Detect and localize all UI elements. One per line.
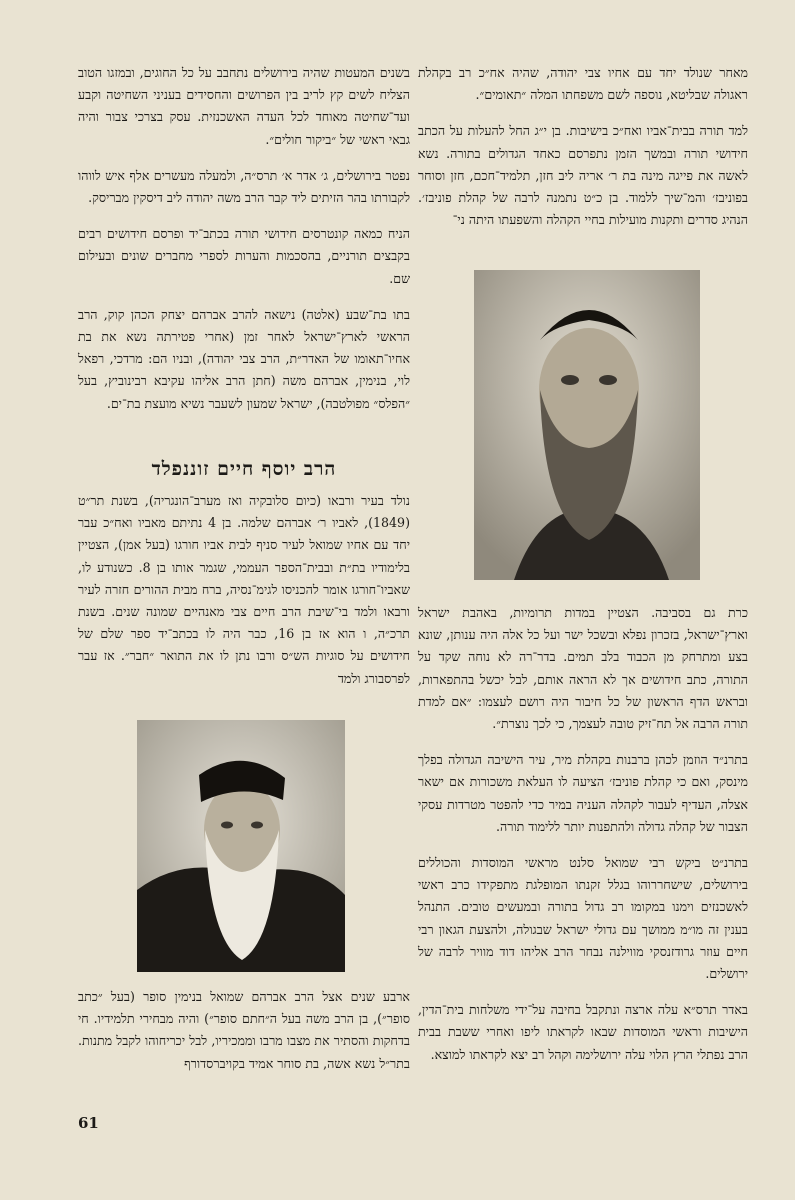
paragraph: נולד בעיר ורבאו (כיום סלובקיה ואז מערב־הונגריה), בשנת תר״ט (1849), לאביו ר׳ אברהם שלמה. בן 4 נתיתם מאביו ואח״כ עבר יחד עם אחיו שמואל לעיר סניף לבית אביו חורגו (בעל אמן), הצטיין בלימודיו בת״ת ובבית־הספר העממי, שגמר אותו בן 8. כשנודע לו, שאביו־חורגו אומר להכניסו לגימ־נסיה, ברח מבית ההורים חזרה לעיר ורבאו ולמד בי־שיבת הרב חיים צבי מאנהיים שמונה שנים. בשנת תרכ״ה, ו הוא אז בן 16, כבר היה לו בכתב־יד ספר שלם של חידושים על סוגיות הש״ס ורבו נתן לו את התואר ״חבר״. אז עבר לפרסבורג ולמד (78, 493, 410, 686)
paragraph: נפטר בירושלים, ג׳ אדר א׳ תרס״ה, ולמעלה מעשרים אלף איש לווהו לקבורתו בהר הזיתים ליד קבר הרב משה יהודה ליב דיסקין מבריסק. (78, 167, 410, 206)
paragraph: מאחר שנולד יחד עם אחיו צבי יהודה, שהיה אח״כ רב בקהלת ראגולה שבליטא, נוספה לשם משפחתו המלה ״תאומים״. (418, 65, 748, 103)
paragraph: הניח כמאה קונטרסים חידושי תורה בכתב־יד ופרסם חידושים רבים בקבצים תורניים, בהסכמות והערות לספרי מחברים שונים ובעילום שם. (78, 226, 410, 286)
right-column-top (418, 62, 748, 245)
paragraph: למד תורה בבית־אביו ואח״כ בישיבות. בן י״ג החל להעלות על הכתב חידושי תורה ובמשך הזמן נתפרסם כאחד הגדולים בתורה. נשא לאשה את פייגה מינה בת ר׳ אריה ליב חזן, תלמיד־חכם, חזן וסוחר בפוניבז׳ והמ־שיך ללמוד. בן כ״ט נתמנה לרבה של קהלת פוניבז׳. הנהיג סדרים ותקנות מועילות בחיי הקהלה והשפעתו היתה ני־ (418, 123, 748, 228)
right-column-bottom (418, 602, 748, 1080)
portrait-photo-sonnenfeld (137, 720, 345, 972)
left-column-middle (78, 490, 410, 704)
paragraph: בשנים המעטות שהיה בירושלים נתחבב על כל החוגים, ובמזגו הטוב הצליח לשים קץ לריב בין הפרושים והחסידים בעניני השחיטה וקבע ועד־שחיטה מאוחד לכל העדה האשכנזית. עסק בצרכי צבור והיה גבאי ראשי של ״ביקור חולים״. (78, 65, 410, 147)
page-number: 61 (78, 1114, 99, 1132)
paragraph: בתרנ״ט ביקש רבי שמואל סלנט מראשי המוסדות והכוללים בירושלים, שישחררוהו בגלל זקנתו המופלגת מתפקידו כרב ראשי לאשכנזים וימנו במקומו רב גדול בתורה ובמעשים טובים. התנהל בענין זה מו״מ ממושך עם גדולי ישראל שבגולה, ולהצעת הגאון רבי חיים עוזר גרודזנסקי מווילנה נבחר הרב אליהו דוד מוויר לרבה של ירושלים. (418, 855, 748, 982)
section-title: הרב יוסף חיים זוננפלד (151, 458, 337, 480)
paragraph: בתו בת־שבע (אלטה) נישאה להרב אברהם יצחק הכהן קוק, הרב הראשי לארץ־ישראל לאחר זמן (אחרי פטירתה נשא את בת אחיו־תאומו של האדר״ת, הרב צבי יהודה), ובניו הם: מרדכי, רפאל לוי, בנימין, אברהם משה (חתן הרב אליהו עקיבא רבינוביץ, בעל ״הפלס״ מפולטבה), ישראל שמעון לשעבר נשיא מועצת בת־ים. (78, 306, 410, 411)
paragraph: בתרנ״ד הוזמן לכהן ברבנות בקהלת מיר, עיר הישיבה הגדולה בפלך מינסק, ואם כי קהלת פוניבז׳ הציעה לו העלאת משכורות אם ישאר אצלה, העדיף לעבור לקהלה העניה במיר כדי להפטר מטרדות עסקי הצבור של קהלה גדולה ולהתפנות יותר ללימוד תורה. (418, 752, 748, 834)
paragraph: ארבע שנים אצל הרב אברהם שמואל בנימין סופר (בעל ״כתב סופר״), בן הרב משה בעל ה״חתם סופר״) והיה מבחירי תלמידיו. חי בדחקות והסתיר את מצבו מרבו וממכיריו, לבל יכריחוהו לקבל מתנות. בתר״ל נשא אשה, בת סוחר אמיד בקויברסדורף (78, 989, 410, 1071)
paragraph: באדר תרס״א עלה ארצה ונתקבל בחיבה על־ידי משלחות בית־הדין, הישיבות וראשי המוסדות שבאו לקראתו ליפו ואחרי ששבת בבית הרב נפתלי הרץ הלוי עלה ירושלימה וקהל רב יצא לקראתו למוצא. (418, 1002, 748, 1062)
portrait-photo-tzvi-hirsch (474, 270, 700, 580)
left-column-bottom (78, 986, 410, 1089)
left-column-top (78, 62, 410, 429)
paragraph: כרת גם בסביבה. הצטיין במדות תרומיות, באהבת ישראל וארץ־ישראל, בזכרון נפלא ובשכל ישר ועל כל אלה היה ענותן, שונא בצע ומתרחק מן הכבוד בלב תמים. בדר־רה לא נוחה שקד על התורה, כתב חידושים אך לא הראה אותם, לבל יכשל בהתפארות, ובראש הדף הראשון של כל חיבור היה רושם לעצמו: ״אם למדת תורה הרבה אל תח־זיק טובה לעצמך, כי לכך נוצרת״. (418, 605, 748, 732)
